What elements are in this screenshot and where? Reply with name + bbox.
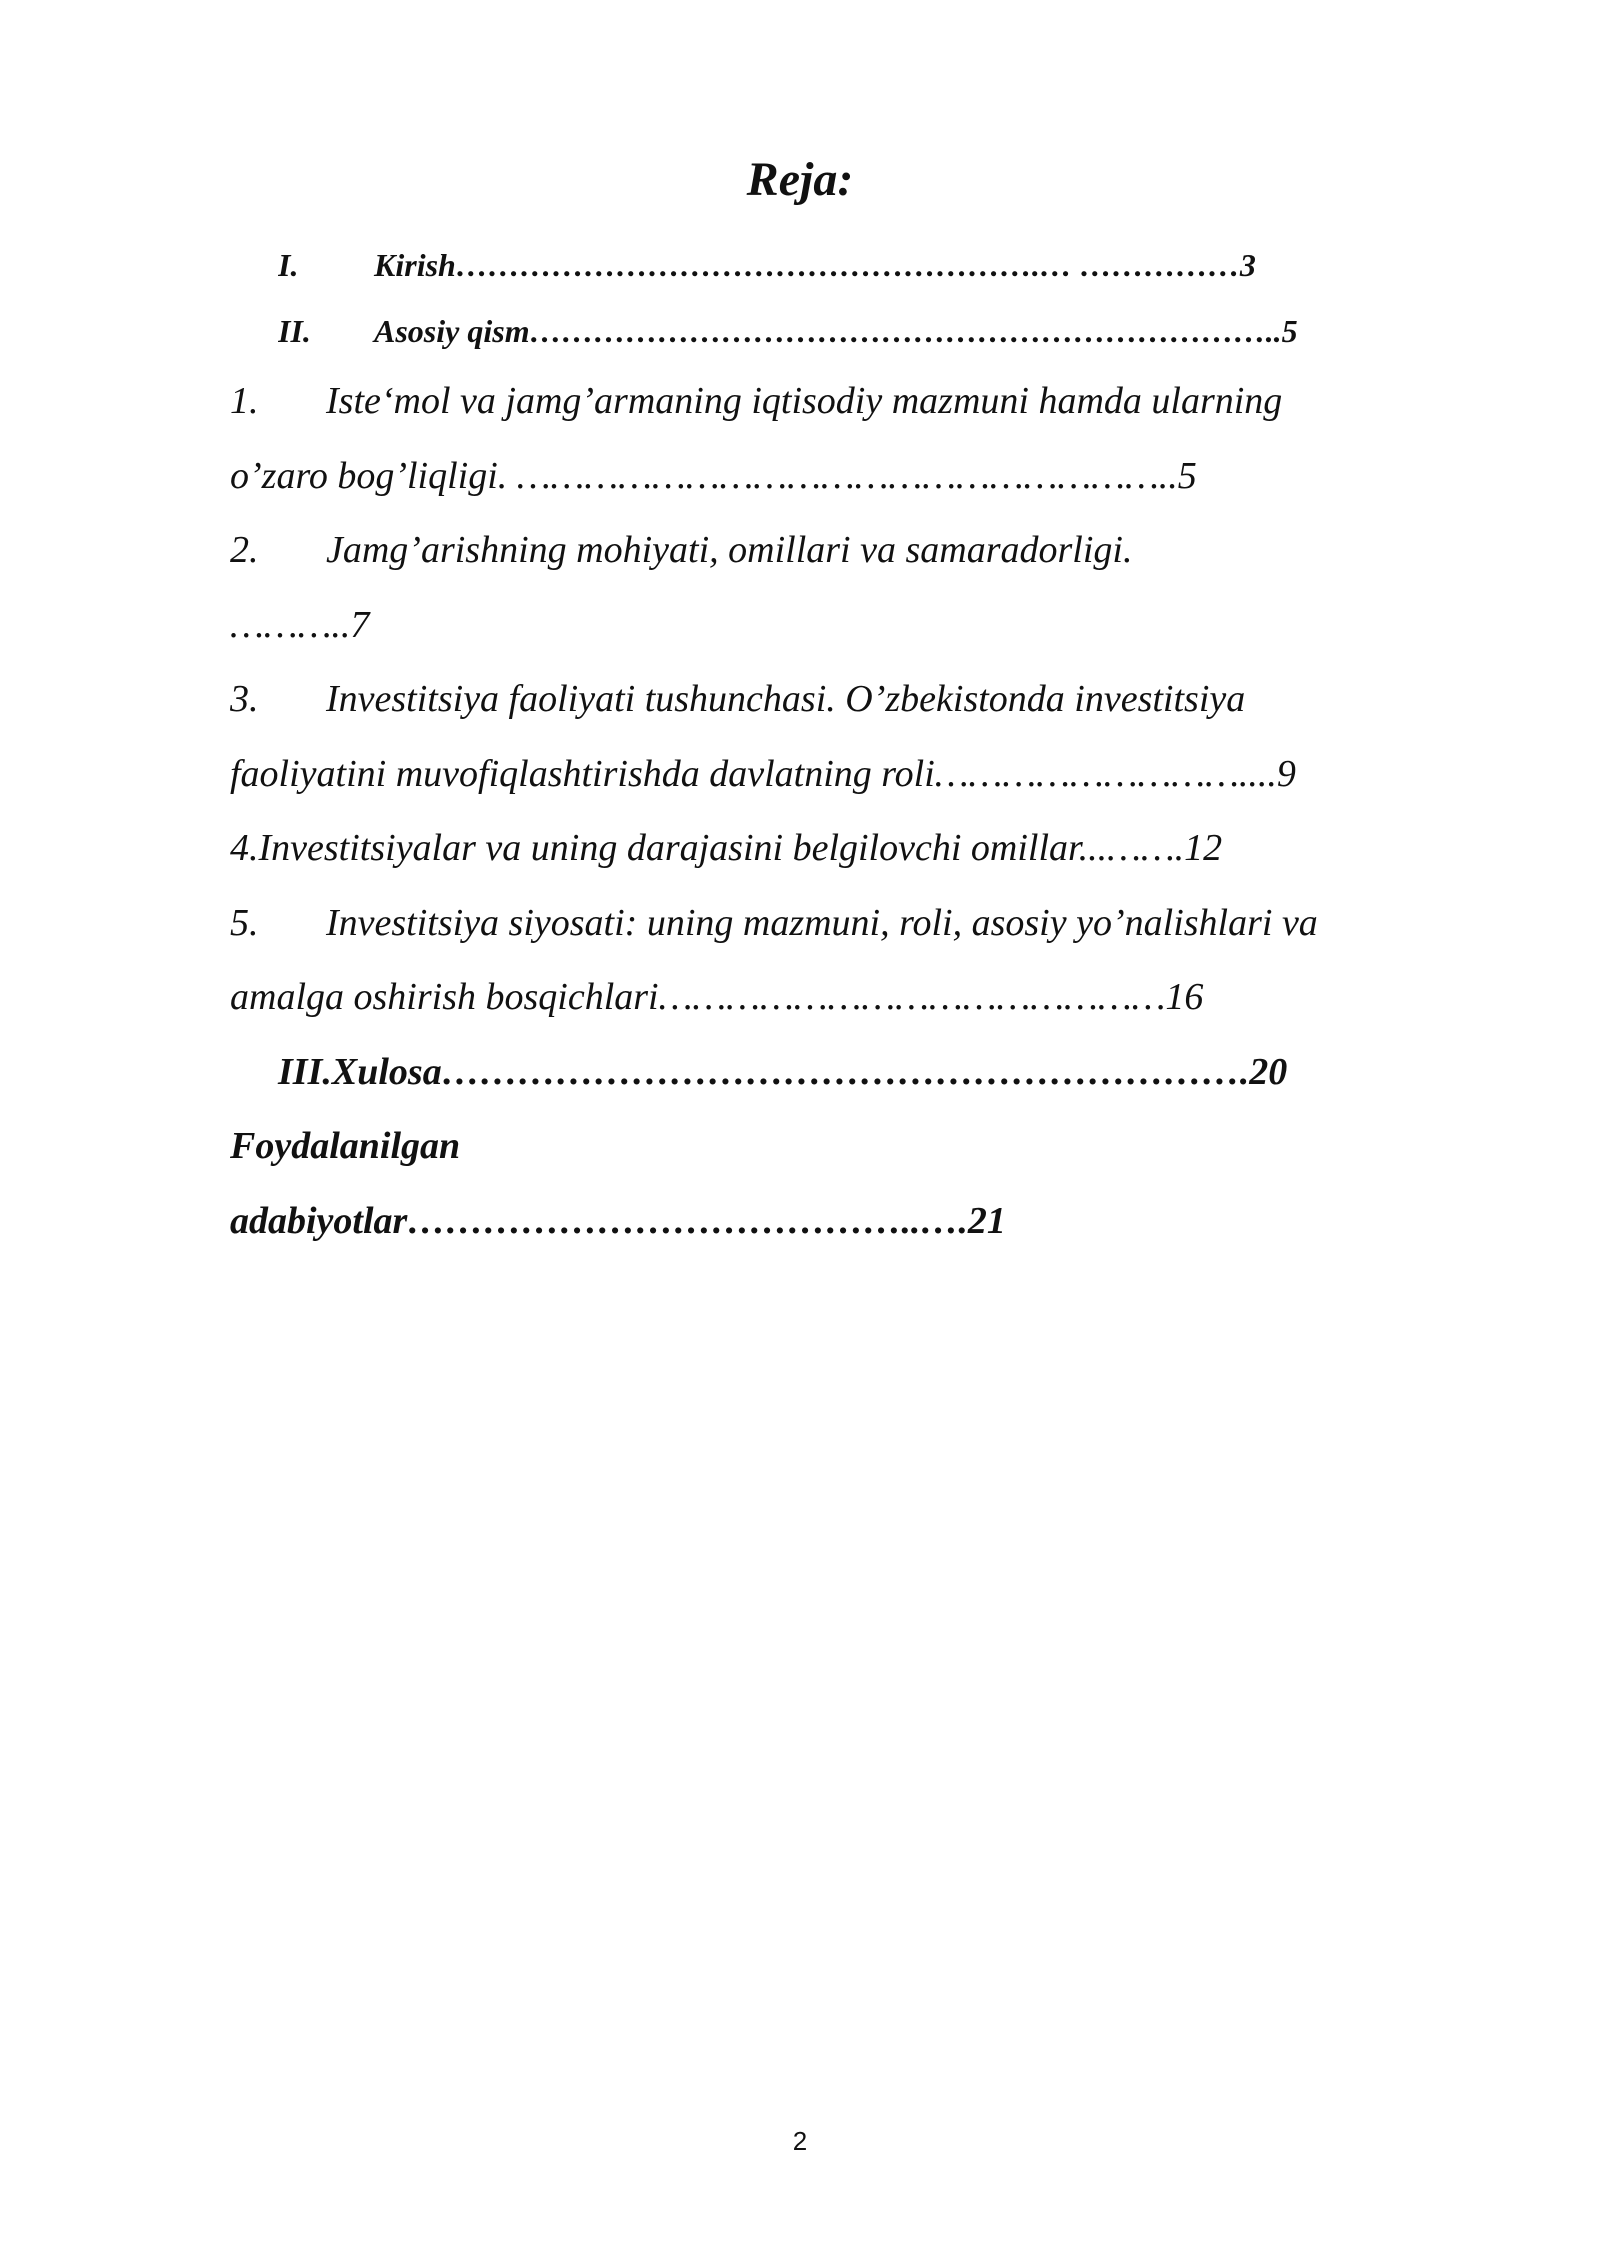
item-number: 5. bbox=[230, 901, 259, 944]
toc-item-5[interactable] bbox=[230, 886, 1472, 1035]
references-line-2: adabiyotlar…………………………………..….21 bbox=[230, 1199, 1006, 1242]
item-text: Investitsiyalar va uning darajasini belgilovchi omillar...…….12 bbox=[258, 827, 1223, 869]
section-number: II. bbox=[278, 313, 311, 349]
page-number: 2 bbox=[792, 2126, 808, 2156]
toc-item-line: faoliyatini muvofiqlashtirishda davlatning roli………………………....9 bbox=[230, 752, 1296, 795]
toc-item-line bbox=[230, 513, 1472, 588]
toc-item-line bbox=[230, 364, 1472, 439]
section-number: III. bbox=[278, 1050, 332, 1093]
toc-item-line: ………..7 bbox=[230, 603, 370, 646]
toc-item-4[interactable] bbox=[230, 811, 1472, 886]
toc-item-2[interactable] bbox=[230, 513, 1472, 662]
section-number: I. bbox=[278, 247, 299, 283]
section-text: Xulosa……………………………………………………….20 bbox=[331, 1050, 1288, 1093]
section-text: Kirish……………………………………………….… ……………3 bbox=[374, 247, 1256, 283]
toc-section-intro[interactable] bbox=[278, 245, 1444, 285]
references-line-1: Foydalanilgan bbox=[230, 1125, 461, 1167]
section-text: Asosiy qism……………………………………………………………..5 bbox=[374, 313, 1298, 349]
page-title: Reja: bbox=[746, 153, 854, 206]
item-number: 1. bbox=[230, 380, 259, 422]
toc-section-main[interactable] bbox=[278, 311, 1444, 351]
toc-body bbox=[230, 364, 1472, 1258]
item-text: Investitsiya faoliyati tushunchasi. O’zbekistonda investitsiya bbox=[326, 678, 1246, 720]
toc-item-line bbox=[230, 811, 1472, 886]
toc-item-line: o’zaro bog’liqligi. …………………………………………………..5 bbox=[230, 454, 1197, 497]
toc-item-3[interactable] bbox=[230, 662, 1472, 811]
item-text: Iste‘mol va jamg’armaning iqtisodiy mazmuni hamda ularning bbox=[326, 380, 1283, 422]
toc-item-line bbox=[230, 886, 1472, 961]
item-number: 2. bbox=[230, 529, 259, 571]
item-number: 4. bbox=[230, 827, 259, 869]
toc-conclusion[interactable] bbox=[230, 1035, 1472, 1110]
toc-item-line: amalga oshirish bosqichlari………………………………………16 bbox=[230, 976, 1204, 1018]
item-text: Investitsiya siyosati: uning mazmuni, roli, asosiy yo’nalishlari va bbox=[326, 901, 1318, 944]
item-text: Jamg’arishning mohiyati, omillari va samaradorligi. bbox=[326, 529, 1133, 571]
toc-references[interactable] bbox=[230, 1109, 1472, 1258]
toc-item-line bbox=[230, 662, 1472, 737]
toc-conclusion-line bbox=[230, 1035, 1472, 1110]
toc-item-1[interactable] bbox=[230, 364, 1472, 513]
item-number: 3. bbox=[230, 678, 259, 720]
